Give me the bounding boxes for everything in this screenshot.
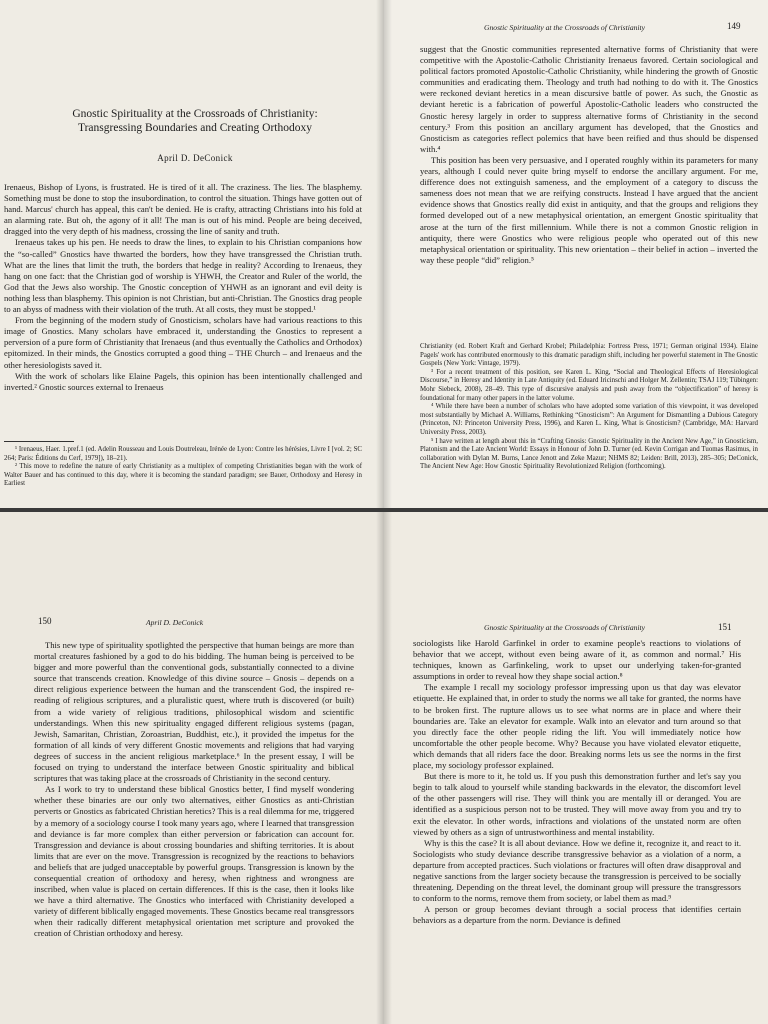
paragraph: This position has been very persuasive, and I operated roughly within its parameters for many years, although I could never quite bring myself to endorse the ancillary argument. For me, difference does not extinguish sameness, and the employment of a category to discuss the sameness does not mean that we are reifying constructs. Instead I have argued that the ancient evidence shows that Gnostics really did exist in antiquity, and that the groups and religions they formed developed out of a new metaphysical orientation, an emergent Gnostic spirituality that arose at the turn of the first millennium. While there is not a common Gnostic religion in antiquity, there were Gnostics who were religious people who operated out of this new metaphysical orientation or spirituality. This new orientation – their belief in action – inverted the way these people “did” religion.⁵ xyxy=(420,154,758,265)
footnotes xyxy=(420,343,758,472)
paragraph: This new type of spirituality spotlighted the perspective that human beings are more than mortal creatures fashioned by a god to do his bidding. The human being is perceived to be bigger and more powerful than the conventional gods, substantially connected to a divine source that transcends creation. Knowledge of this divine source – Gnosis – depends on a direct religious experience between the human and the transcendent God, the inspired re-reading of religious scriptures, and a pluralistic quest, where truth is discovered (or built) from a wide variety of religious traditions, philosophical wisdom and scientific understandings. When this new spirituality engaged different religious systems (pagan, Jewish, Samaritan, Christian, Zoroastrian, Buddhist, etc.), it provided the impetus for the formation of all kinds of very different Gnostic movements and religions that had varying degrees of success in the ancient religious marketplace.⁶ In the present essay, I will be focused on trying to understand the interface between Gnostic spirituality and biblical scriptures that was taking place at the crossroads of Christianity in the second century. xyxy=(34,640,354,784)
footnote: Christianity (ed. Robert Kraft and Gerhard Krobel; Philadelphia: Fortress Press, 1971; German original 1934). Elaine Pagels' work has contributed enormously to this dramatic paradigm shift, including her powerful statement in The Gnostic Gospels (New York: Vintage, 1979). xyxy=(420,343,758,368)
footnote-rule xyxy=(4,441,74,442)
page-148 xyxy=(0,0,384,508)
page-number: 149 xyxy=(727,21,741,31)
running-head: April D. DeConick xyxy=(146,618,204,627)
paragraph: Irenaeus, Bishop of Lyons, is frustrated. He is tired of it all. The craziness. The lies. The blasphemy. Something must be done to stop the insubordination, to control the situation. Things have gotten out of hand. Marcus' church has appeal, this can't be denied. He is crafty, attracting Christians into his fold at an alarming rate. But oh, the agony of it all! The man is out of his mind. People are being deceived, dragged into the very depth of his madness, crossing the line of sanity and truth. xyxy=(4,182,362,237)
running-head: Gnostic Spirituality at the Crossroads of Christianity xyxy=(484,23,646,32)
footnote: ² This move to redefine the nature of early Christianity as a multiplex of competing Christianities began with the work of Walter Bauer and has continued to this day, where it is becoming the standard paradigm; see Bauer, Orthodoxy and Heresy in Earliest xyxy=(4,463,362,488)
paragraph: Irenaeus takes up his pen. He needs to draw the lines, to explain to his Christian companions how the “so-called” Gnostics have thwarted the borders, how they have transgressed the Christian truth. What are the lines that limit the truth, the borders that hedge in reality? According to Irenaeus, they hang on one fact: that the Christian god of worship is YHWH, the Creator and Ruler of the world, the God that the Jews also worship. The Gnostic conception of YHWH as an ignorant and evil deity is nothing less than blasphemy. This opinion is not Christian, but anti-Christian. The Gnostics drag people to an abyss of madness with their violation of the truth. At all costs, they must be stopped.¹ xyxy=(4,237,362,315)
body-text xyxy=(420,44,758,266)
page-gutter-shadow xyxy=(376,512,384,1024)
page-gutter-shadow xyxy=(384,512,392,1024)
article-author: April D. DeConick xyxy=(157,153,233,163)
paragraph: A person or group becomes deviant through a social process that identifies certain behaviors as a departure from the norm. Deviance is defined xyxy=(413,904,741,926)
paragraph: From the beginning of the modern study of Gnosticism, scholars have had various reactions to this image of Gnostics. Many scholars have embraced it, understanding the Gnostics to represent a perversion of a pure form of Christianity that Irenaeus (and thus eventually the Catholics and Orthodox) epitomized. In their minds, the Gnostics corrupted a good thing – THE Church – and Irenaeus and the other heresiologists saved it. xyxy=(4,315,362,370)
paragraph: With the work of scholars like Elaine Pagels, this opinion has been intentionally challenged and inverted.² Gnostic sources external to Irenaeus xyxy=(4,370,362,392)
paragraph: But there is more to it, he told us. If you push this demonstration further and let's say you begin to talk aloud to yourself while standing backwards in the elevator, the discomfort level of the other passengers will rise. They will think you are mentally ill or deranged. You are identified as a suspicious person not to be trusted. They will move away from you and try to exit the elevator. In other words, infractions and violations of the unstated norm are often viewed by others as a sign of untrustworthiness and mental instability. xyxy=(413,771,741,837)
footnotes xyxy=(4,446,362,489)
page-gutter-shadow xyxy=(376,0,384,508)
page-gutter-shadow xyxy=(384,0,392,508)
footnote: ³ For a recent treatment of this position, see Karen L. King, “Social and Theological Effects of Heresiological Discourse,” in Heresy and Identity in Late Antiquity (ed. Eduard Iricinschi and Holger M. Zellentin; TSAJ 119; Tübingen: Mohr Siebeck, 2008), 28–49. This type of discursive analysis and push away from the “objectification” of heresy is foundational for many other papers in the latter volume. xyxy=(420,368,758,402)
page-149 xyxy=(384,0,768,508)
paragraph: Why is this the case? It is all about deviance. How we define it, recognize it, and react to it. Sociologists who study deviance describe transgressive behavior as a violation of a norm, a departure from accepted practices. Such violations or fractures will often draw disapproval and negative sanctions from the larger society because the transgression is perceived to be socially threatening. Depending on the threat level, the dominant group will pressure the transgressors to conform to the norms, remove them from society, or label them as mad.⁹ xyxy=(413,837,741,904)
page-number: 150 xyxy=(38,616,52,626)
body-text xyxy=(34,640,354,940)
footnote: ¹ Irenaeus, Haer. 1.pref.1 (ed. Adelin Rousseau and Louis Doutreleau, Irénée de Lyon: Contre les hérésies, Livre I [vol. 2; SC 264; Paris: Éditions du Cerf, 1979]), 18–21). xyxy=(4,446,362,462)
footnote: ⁴ While there have been a number of scholars who have adopted some variation of this viewpoint, it was developed most substantially by Michael A. Williams, Rethinking “Gnosticism”: An Argument for Dismantling a Dubious Category (Princeton, NJ: Princeton University Press, 1996), and Karen L. King, What is Gnosticism? (Cambridge, MA: Harvard University Press, 2003). xyxy=(420,403,758,436)
paragraph: sociologists like Harold Garfinkel in order to examine people's reactions to violations of behavior that we accept, without even being aware of it, as common and normal.⁷ His techniques, known as Garfinkeling, work to upset our underlying taken-for-granted assumptions in order to reveal how they shape social action.⁸ xyxy=(413,638,741,682)
article-title xyxy=(34,107,356,135)
page-151 xyxy=(384,512,768,1024)
running-head: Gnostic Spirituality at the Crossroads of Christianity xyxy=(484,623,646,632)
footnote: ⁵ I have written at length about this in “Crafting Gnosis: Gnostic Spirituality in the Ancient New Age,” in Gnosticism, Platonism and the Late Ancient World: Essays in Honour of John D. Turner (ed. Kevin Corrigan and Tuomas Rasimus, in collaboration with Dylan M. Burns, Lance Jenott and Zeke Mazur; NHMS 82; Leiden: Brill, 2013), 285–305; DeConick, The Ancient New Age: How Gnostic Spirituality Revolutionized Religion (forthcoming). xyxy=(420,437,758,471)
page-150 xyxy=(0,512,384,1024)
body-text xyxy=(413,638,741,926)
article-title-line-2: Transgressing Boundaries and Creating Orthodoxy xyxy=(77,122,313,134)
paragraph: The example I recall my sociology professor impressing upon us that day was elevator etiquette. He explained that, in order to study the norms we all take for granted, the norms have to be broken first. The rupture allows us to see what norms are in place and where their boundaries are. Take an elevator for example. Walk into an elevator and turn around so that you directly face the other people riding the lift. You will immediately notice how uncomfortable the other people become. Why? Because you have violated elevator etiquette, which demands that all riders face the door. Breaking norms lets us see the norms in the first place, my sociology professor explained. xyxy=(413,682,741,771)
paragraph: suggest that the Gnostic communities represented alternative forms of Christianity that were competitive with the Apostolic-Catholic Christianity Irenaeus favored. Certain sociological and political factors promoted Apostolic-Catholic Christianity, while hindering the growth of Gnostic communities and eradicating them. Theology and truth had nothing to do with it. The Gnostics were reckoned deviant heretics in a mean discursive battle of power. As such, the Gnostic as deviant heretic is a fabrication of powerful Apostolic-Catholic leaders who constructed the Gnostic heresy largely in order to suppress alternative forms of Christianity in the second century.³ From this position an ancillary argument has developed, that the Gnostics and Gnosticism as categories reflect polemics that have been reified and thus should be dispensed with.⁴ xyxy=(420,44,758,154)
paragraph: As I work to try to understand these biblical Gnostics better, I find myself wondering whether these binaries are our only two alternatives, either Gnostics as anti-Christian perverts or Gnostics as fabricated Christian heretics? This is a real dilemma for me, triggered by a memory of a sociology course I took many years ago, where I learned that transgression and deviance is far more complex than either perversion or fabrication can account for. Transgression and deviance is about crossing boundaries and shifting territories. It is about limits that are ever on the move. Transgression is recognized by the reactions to behaviors and beliefs that are judged unacceptable by powerful groups. Transgression is known by the consequential creation of orthodoxy and heresy, when rightness and wrongness are inscribed, when value is placed on certain differences. If this is the case, then it looks like we have a third alternative. The Gnostics who interfaced with Christianity developed a variety of different biblically engaged movements. These Gnostics became real transgressors when their radically different metaphysical orientation met scripture and provoked the creation of Christian orthodoxy and heresy. xyxy=(34,784,354,939)
page-number: 151 xyxy=(718,622,732,632)
body-text xyxy=(4,182,362,393)
article-title-line-1: Gnostic Spirituality at the Crossroads of Christianity: xyxy=(72,108,318,120)
